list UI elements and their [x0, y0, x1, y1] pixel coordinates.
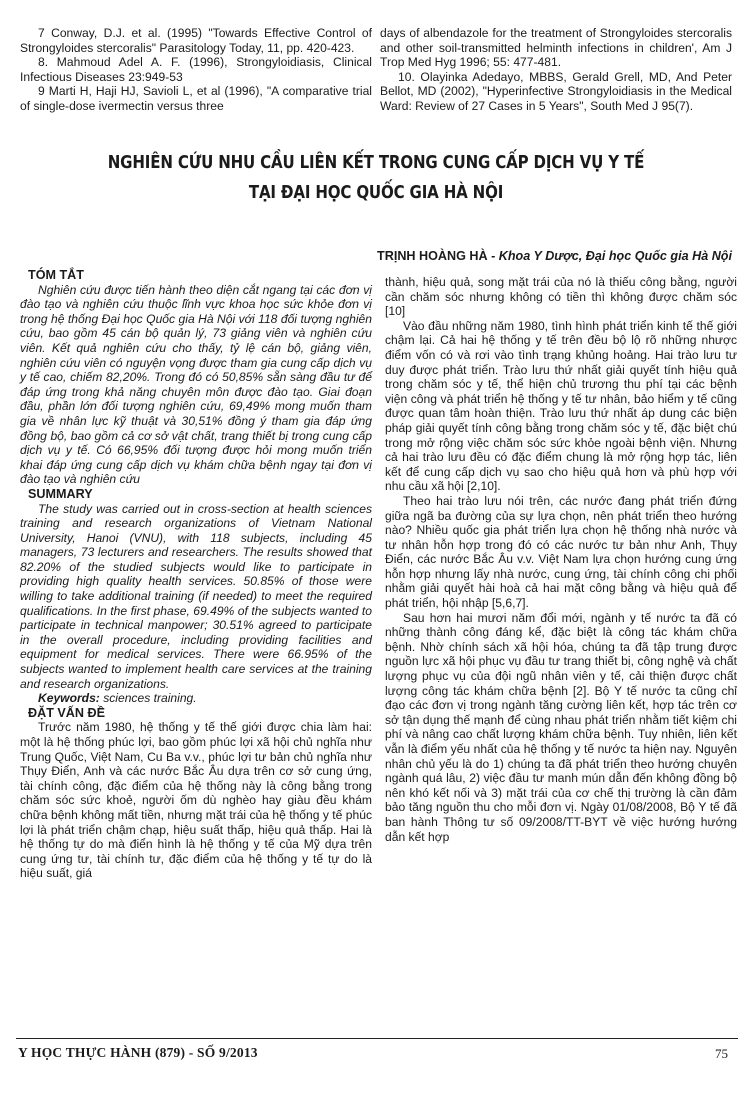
- keywords-line: [20, 691, 372, 706]
- reference-item: 9 Marti H, Haji HJ, Savioli L, et al (1996), "A comparative trial of single-dose ivermectin versus three: [20, 84, 372, 113]
- reference-list: [20, 26, 732, 114]
- reference-column-right: [380, 26, 732, 114]
- author-name: TRỊNH HOÀNG HÀ: [377, 249, 488, 263]
- keywords-value: sciences training.: [99, 691, 197, 706]
- author-line: [20, 249, 732, 263]
- abstract-heading: TÓM TẮT: [28, 268, 84, 282]
- page-number: 75: [715, 1046, 728, 1061]
- body-paragraph: Sau hơn hai mươi năm đổi mới, ngành y tế nước ta đã có những thành công đáng kể, đặc biệt là công tác khám chữa bệnh. Nhờ chính sách xã hội hóa, chúng ta đã tập trung được nguồn lực xã hội phục vụ đầu tư trang thiết bị, công nghệ và chất lượng phục vụ của đội ngũ nhân viên y tế, cải thiện được chất lượng công tác khám chữa bệnh [2]. Bộ Y tế nước ta cũng chỉ đạo các đơn vị trong ngành tăng cường liên kết, hợp tác trên cơ sở tận dụng thế mạnh để cùng nhau phát triển nhằm tiết kiệm chi phí và nâng cao chất lượng khám chữa bệnh. Tuy nhiên, liên kết vẫn là điểm yếu nhất của hệ thống y tế nước ta hiện nay. Nguyên nhân chủ yếu là do 1) chúng ta đã phát triển theo hướng chuyên ngành quá lâu, 2) việc đầu tư manh mún dẫn đến không đồng bộ nên khó kết nối và 3) mặt trái của cơ chế thị trường là cần đảm bảo tăng nguồn thu cho mỗi đơn vị. Ngày 01/08/2008, Bộ Y tế đã ban hành Thông tư số 09/2008/TT-BYT về việc hướng hướng dẫn kết hợp: [385, 610, 737, 844]
- reference-item: 8. Mahmoud Adel A. F. (1996), Strongyloidiasis, Clinical Infectious Diseases 23:949-53: [20, 55, 372, 84]
- keywords-label: Keywords:: [38, 691, 100, 706]
- body-paragraph: Vào đầu những năm 1980, tình hình phát triển kinh tế thế giới chậm lại. Cả hai hệ thống y tế trên đều bộ lộ rõ những nhược điểm vốn có và rơi vào tình trạng khủng hoảng. Hai trào lưu tư duy được phát triển. Trào lưu thứ nhất giải quyết tính hiệu quả trong chăm sóc y tế, thể hiện chủ trương thu phí tại các bệnh viện công và phát triển hệ thống y tế tư nhân, bảo hiểm y tế cũng được quan tâm hoàn thiện. Trào lưu thứ nhất áp dung các biện pháp giải quyết tính công bằng trong chăm sóc y tế, đặc biệt chú trong mở rộng việc chăm sóc sức khỏe ngoài bệnh viện. Nhưng cả hai trào lưu đều có đặc điểm chung là mở rộng hợp tác, liên kết để cung cấp dịch vụ sao cho hiệu quả hơn và phù hợp với nhu cầu xã hội [2,10].: [385, 318, 737, 494]
- author-affiliation: - Khoa Y Dược, Đại học Quốc gia Hà Nội: [487, 249, 732, 263]
- reference-item: days of albendazole for the treatment of Strongyloides stercoralis and other soil-transmitted helminth infections in children', Am J Trop Med Hyg 1996; 55: 477-481.: [380, 26, 732, 70]
- left-column: [20, 268, 372, 881]
- summary-heading: SUMMARY: [28, 486, 93, 501]
- page-footer: [0, 1038, 750, 1068]
- reference-item: 10. Olayinka Adedayo, MBBS, Gerald Grell, MD, And Peter Bellot, MD (2002), "Hyperinfective Strongyloidiasis in the Medical Ward: Review of 27 Cases in 5 Years", South Med J 95(7).: [380, 69, 732, 113]
- abstract-text: Nghiên cứu được tiến hành theo diện cắt ngang tại các đơn vị đào tạo và nghiên cứu thuộc lĩnh vực khoa học sức khỏe đơn vị trong hệ thống Đại học Quốc gia Hà Nội với 118 đối tượng nghiên cứu, bao gồm 45 cán bộ quản lý, 73 giảng viên và nghiên cứu viên. Kết quả nghiên cứu cho thấy, tỷ lệ cán bộ, giảng viên, nghiên cứu viên có nguyện vọng được tham gia cung cấp dịch vụ y tế cao, chiếm 82,20%. Trong đó có 50,85% sẵn sàng đầu tư để đáp ứng trong khả năng chuyên môn được đào tạo. Giai đoạn đầu, phần lớn đối tượng nghiên cứu, 69,49% mong muốn tham gia về nhân lực kỹ thuật và 30,51% đồng ý tham gia đáp ứng đồng bộ, bao gồm cả cơ sở vật chất, trang thiết bị trong cung cấp dịch vụ y tế. Có 66,95% đối tượng được hỏi mong muốn triển khai đáp ứng cung cấp dịch vụ khám chữa bệnh ngay tại đơn vị đào tạo và nghiên cứu: [20, 282, 372, 487]
- body-paragraph: Trước năm 1980, hệ thống y tế thế giới được chia làm hai: một là hệ thống phúc lợi, bao gồm phúc lợi xã hội chủ nghĩa như Trung Quốc, Việt Nam, Cu Ba v.v., phúc lợi tư bản chủ nghĩa như Thụy Điển, Anh và các nước Bắc Âu dựa trên cơ sở cung ứng, tài chính công, đặc điểm của hệ thống này là công bằng trong chăm sóc sức khoẻ, người ốm dù nghèo hay giàu đều khám chữa bệnh không mất tiền, nhưng mặt trái của hệ thống y tế phúc lợi là phát triển chậm chạp, hiệu suất thấp, hiệu quả thấp. Hai là hệ thống tự do mà điển hình là hệ thống y tế của Mỹ dựa trên cung ứng tư, tài chính tư, đặc điểm của hệ thống y tế tự do là hiệu suất, giá: [20, 720, 372, 881]
- footer-divider: [16, 1038, 738, 1039]
- right-column: [385, 275, 737, 844]
- intro-heading: ĐẶT VẤN ĐỀ: [28, 705, 105, 720]
- article-title-line-1: NGHIÊN CỨU NHU CẦU LIÊN KẾT TRONG CUNG CẤP DỊCH VỤ Y TẾ: [107, 153, 645, 173]
- journal-name: Y HỌC THỰC HÀNH (879) - SỐ 9/2013: [18, 1045, 258, 1060]
- body-paragraph: thành, hiệu quả, song mặt trái của nó là thiếu công bằng, người cần chăm sóc nhưng không có tiền thì không được chăm sóc [10]: [385, 275, 737, 319]
- reference-item: 7 Conway, D.J. et al. (1995) "Towards Effective Control of Strongyloides stercoralis" Parasitology Today, 11, pp. 420-423.: [20, 26, 372, 55]
- article-title-line-2: TẠI ĐẠI HỌC QUỐC GIA HÀ NỘI: [248, 183, 504, 203]
- body-paragraph: Theo hai trào lưu nói trên, các nước đang phát triển đứng giữa ngã ba đường của sự lựa chọn, nên phát triển theo hướng nào? Nhiều quốc gia phát triển lựa chọn hệ thống nhà nước và tư nhân hỗn hợp trong đó có các nước tư bản như Anh, Thụy Điển, các nước Bắc Âu v.v. Việt Nam lựa chọn hướng cung ứng hỗn hợp nhưng lấy nhà nước, cung ứng, tài chính công chi phối nhằm giải quyết hài hoà cả hai mặt công bằng và hiệu quả để phát triển, hội nhập [5,6,7].: [385, 493, 737, 611]
- article-title: [70, 148, 682, 208]
- reference-column-left: [20, 26, 372, 114]
- summary-text: The study was carried out in cross-section at health sciences training and research organizations of Vietnam National University, Hanoi (VNU), with 118 subjects, including 45 managers, 73 lecturers and researchers. The results showed that 82.20% of the studied subjects would like to participate in providing high quality health services. 50.85% of those were willing to take additional training (if needed) to meet the required qualifications. In the first phase, 69.49% of the subjects wanted to participate in technical manpower; 30.51% agreed to participate in the overall procedure, including providing facilities and equipment for medical services. There were 66.95% of the subjects wanted to implement health care services at the training and research organizations.: [20, 501, 372, 691]
